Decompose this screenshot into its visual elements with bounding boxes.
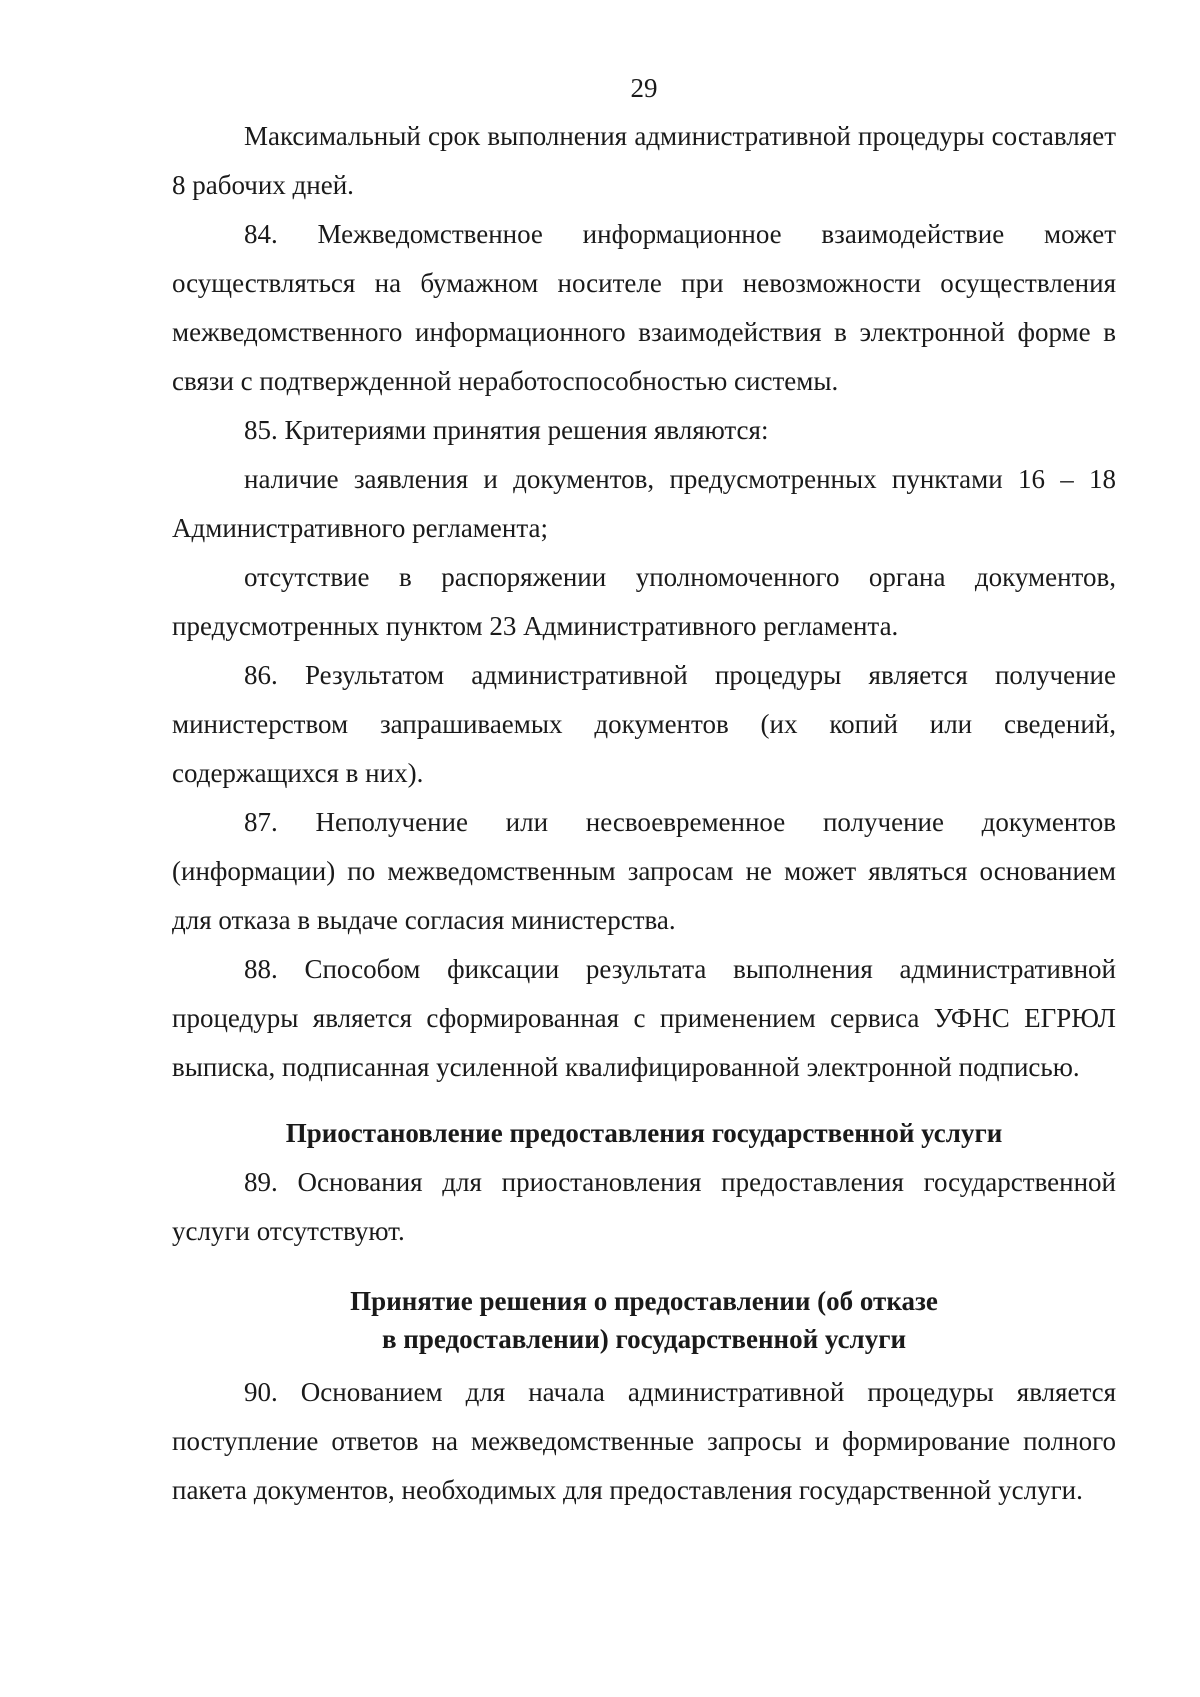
paragraph-86: 86. Результатом административной процедуры является получение министерством запрашиваемых документов (их копий или сведений, содержащихся в них). [172,660,1116,788]
paragraph-90: 90. Основанием для начала административной процедуры является поступление ответов на межведомственные запросы и формирование полного пакета документов, необходимых для предоставления государственной услуги. [172,1377,1116,1505]
paragraph-max-term: Максимальный срок выполнения административной процедуры составляет 8 рабочих дней. [172,121,1116,200]
section-heading-suspension: Приостановление предоставления государственной услуги [285,1118,1003,1148]
paragraph-85-criterion-2: отсутствие в распоряжении уполномоченного органа документов, предусмотренных пунктом 23 Административного регламента. [172,562,1116,641]
document-page [172,64,1116,1515]
paragraph-85-criterion-1: наличие заявления и документов, предусмотренных пунктами 16 – 18 Административного регламента; [172,464,1116,543]
section-heading-decision-line-2: в предоставлении) государственной услуги [381,1324,907,1354]
paragraph-87: 87. Неполучение или несвоевременное получение документов (информации) по межведомственным запросам не может являться основанием для отказа в выдаче согласия министерства. [172,807,1116,935]
section-heading-decision-line-1: Принятие решения о предоставлении (об отказе [350,1286,938,1316]
page-number: 29 [630,73,658,103]
paragraph-85: 85. Критериями принятия решения являются: [244,415,769,445]
paragraph-88: 88. Способом фиксации результата выполнения административной процедуры является сформированная с применением сервиса УФНС ЕГРЮЛ выписка, подписанная усиленной квалифицированной электронной подписью. [172,954,1116,1082]
paragraph-84: 84. Межведомственное информационное взаимодействие может осуществляться на бумажном носителе при невозможности осуществления межведомственного информационного взаимодействия в электронной форме в связи с подтвержденной неработоспособностью системы. [172,219,1116,396]
paragraph-89: 89. Основания для приостановления предоставления государственной услуги отсутствуют. [172,1167,1116,1246]
section-heading-decision [172,1282,1116,1358]
